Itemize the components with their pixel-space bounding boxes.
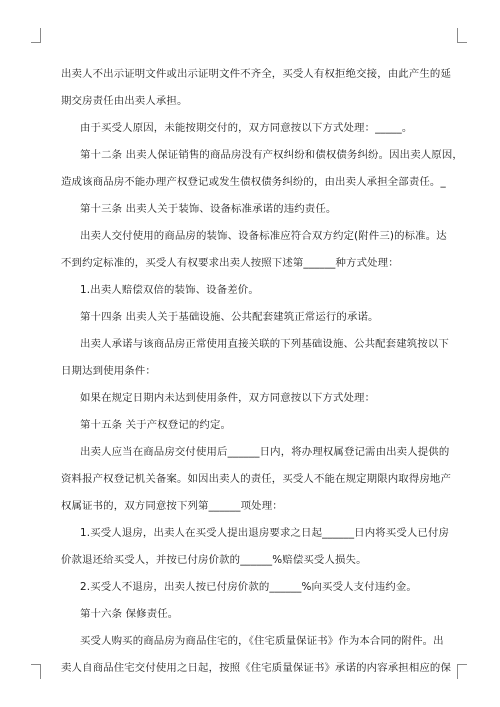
text-line: 第十五条 关于产权登记的约定。 [80, 419, 232, 431]
text-line: 由于买受人原因，未能按期交付的，双方同意按以下方式处理：_____。 [80, 122, 413, 134]
text-line: 出卖人应当在商品房交付使用后______日内，将办理权属登记需由出卖人提供的 [80, 446, 450, 458]
text-line: 1.买受人退房，出卖人在买受人提出退房要求之日起______日内将买受人已付房 [80, 527, 450, 539]
crop-mark-top-right [457, 28, 467, 43]
text-line: 1.出卖人赔偿双倍的装饰、设备差价。 [80, 284, 259, 296]
text-line: 出卖人交付使用的商品房的装饰、设备标准应符合双方约定(附件三)的标准。达 [80, 230, 447, 242]
crop-mark-bottom-left [31, 664, 41, 679]
text-line: 造成该商品房不能办理产权登记或发生债权债务纠纷的，由出卖人承担全部责任。_ [61, 176, 446, 188]
crop-mark-bottom-right [457, 664, 467, 679]
text-line: 价款退还给买受人，并按已付房价款的______%赔偿买受人损失。 [61, 554, 367, 566]
text-line: 买受人购买的商品房为商品住宅的，《住宅质量保证书》作为本合同的附件。出 [80, 635, 444, 647]
crop-mark-top-left [31, 28, 41, 43]
text-line: 出卖人承诺与该商品房正常使用直接关联的下列基础设施、公共配套建筑按以下 [80, 338, 449, 350]
text-line: 第十二条 出卖人保证销售的商品房没有产权纠纷和债权债务纠纷。因出卖人原因， [80, 149, 463, 161]
text-line: 权属证书的，双方同意按下列第______项处理： [61, 500, 283, 512]
text-line: 资料报产权登记机关备案。如因出卖人的责任，买受人不能在规定期限内取得房地产 [61, 473, 451, 485]
text-line: 期交房责任由出卖人承担。 [61, 95, 188, 107]
text-line: 卖人自商品住宅交付使用之日起，按照《住宅质量保证书》承诺的内容承担相应的保 [61, 662, 451, 674]
text-line: 日期达到使用条件： [61, 365, 156, 377]
text-line: 如果在规定日期内未达到使用条件，双方同意按以下方式处理： [80, 392, 376, 404]
text-line: 2.买受人不退房，出卖人按已付房价款的______%向买受人支付违约金。 [80, 581, 417, 593]
text-line: 第十六条 保修责任。 [80, 608, 179, 620]
text-line: 第十三条 出卖人关于装饰、设备标准承诺的违约责任。 [80, 203, 337, 215]
text-line: 第十四条 出卖人关于基础设施、公共配套建筑正常运行的承诺。 [80, 311, 379, 323]
text-line: 不到约定标准的，买受人有权要求出卖人按照下述第______种方式处理： [61, 257, 399, 269]
text-line: 出卖人不出示证明文件或出示证明文件不齐全，买受人有权拒绝交接，由此产生的延 [61, 68, 451, 80]
